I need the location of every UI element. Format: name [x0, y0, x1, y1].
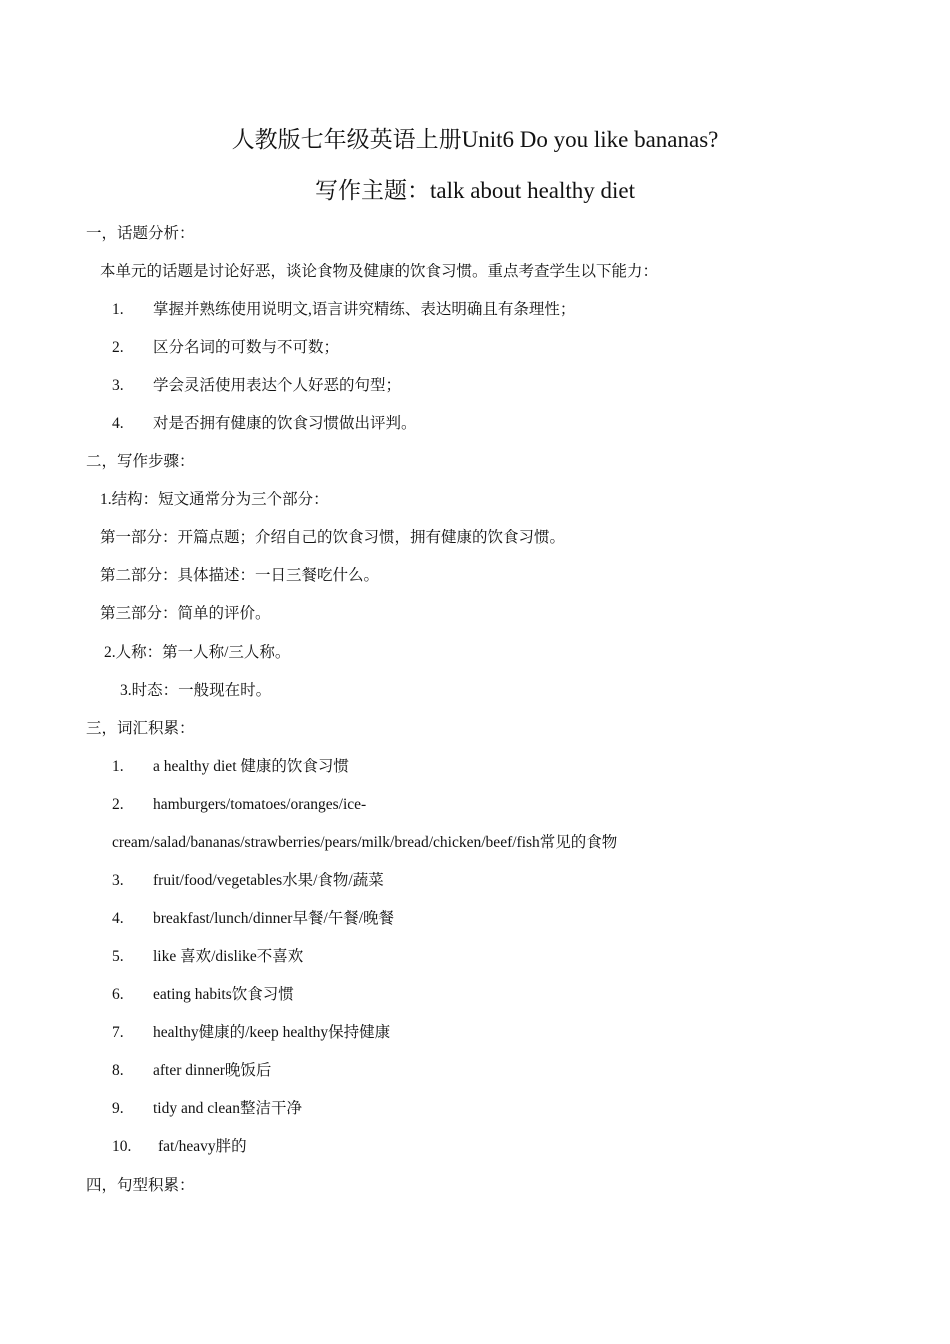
list-item-number: 4.	[112, 910, 124, 927]
list-item-text: tidy and clean整洁干净	[153, 1100, 302, 1117]
topic-analysis-intro: 本单元的话题是讨论好恶，谈论食物及健康的饮食习惯。重点考查学生以下能力：	[100, 263, 659, 280]
list-item-number: 8.	[112, 1062, 124, 1079]
writing-steps-person: 2.人称：第一人称/三人称。	[104, 644, 291, 661]
list-item-text: 掌握并熟练使用说明文,语言讲究精练、表达明确且有条理性；	[153, 301, 576, 318]
section-heading-writing-steps: 二，写作步骤：	[86, 453, 195, 470]
list-item-text: fat/heavy胖的	[158, 1138, 247, 1155]
list-item-number: 9.	[112, 1100, 124, 1117]
section-heading-sentence-patterns: 四，句型积累：	[86, 1177, 195, 1194]
document-subtitle: 写作主题：talk about healthy diet	[314, 178, 636, 203]
list-item-text: 区分名词的可数与不可数；	[153, 339, 340, 356]
list-item-number: 4.	[112, 415, 124, 432]
list-item-number: 5.	[112, 948, 124, 965]
writing-steps-structure: 1.结构：短文通常分为三个部分：	[100, 491, 329, 508]
list-item-number: 1.	[112, 301, 124, 318]
list-item-number: 7.	[112, 1024, 124, 1041]
list-item-text: hamburgers/tomatoes/oranges/ice-	[153, 796, 367, 813]
section-heading-topic-analysis: 一，话题分析：	[86, 225, 195, 242]
list-item-number: 1.	[112, 758, 124, 775]
list-item-number: 3.	[112, 377, 124, 394]
list-item-text: breakfast/lunch/dinner早餐/午餐/晚餐	[153, 910, 395, 927]
document-title: 人教版七年级英语上册Unit6 Do you like bananas?	[231, 127, 719, 152]
list-item-number: 3.	[112, 872, 124, 889]
list-item-text: 学会灵活使用表达个人好恶的句型；	[153, 377, 402, 394]
writing-steps-part3: 第三部分：简单的评价。	[100, 605, 271, 622]
list-item-text: 对是否拥有健康的饮食习惯做出评判。	[153, 415, 417, 432]
list-item-text: after dinner晚饭后	[153, 1062, 272, 1079]
writing-steps-tense: 3.时态：一般现在时。	[120, 682, 272, 699]
section-heading-vocabulary: 三，词汇积累：	[86, 720, 195, 737]
list-item-text: eating habits饮食习惯	[153, 986, 294, 1003]
list-item-text: healthy健康的/keep healthy保持健康	[153, 1024, 391, 1041]
list-item-number: 2.	[112, 796, 124, 813]
list-item-text-continued: cream/salad/bananas/strawberries/pears/milk/bread/chicken/beef/fish常见的食物	[112, 834, 618, 851]
list-item-number: 2.	[112, 339, 124, 356]
writing-steps-part2: 第二部分：具体描述：一日三餐吃什么。	[100, 567, 380, 584]
list-item-text: fruit/food/vegetables水果/食物/蔬菜	[153, 872, 384, 889]
list-item-number: 10.	[112, 1138, 132, 1155]
list-item-number: 6.	[112, 986, 124, 1003]
list-item-text: like 喜欢/dislike不喜欢	[153, 948, 304, 965]
list-item-text: a healthy diet 健康的饮食习惯	[153, 758, 349, 775]
writing-steps-part1: 第一部分：开篇点题；介绍自己的饮食习惯，拥有健康的饮食习惯。	[100, 529, 566, 546]
